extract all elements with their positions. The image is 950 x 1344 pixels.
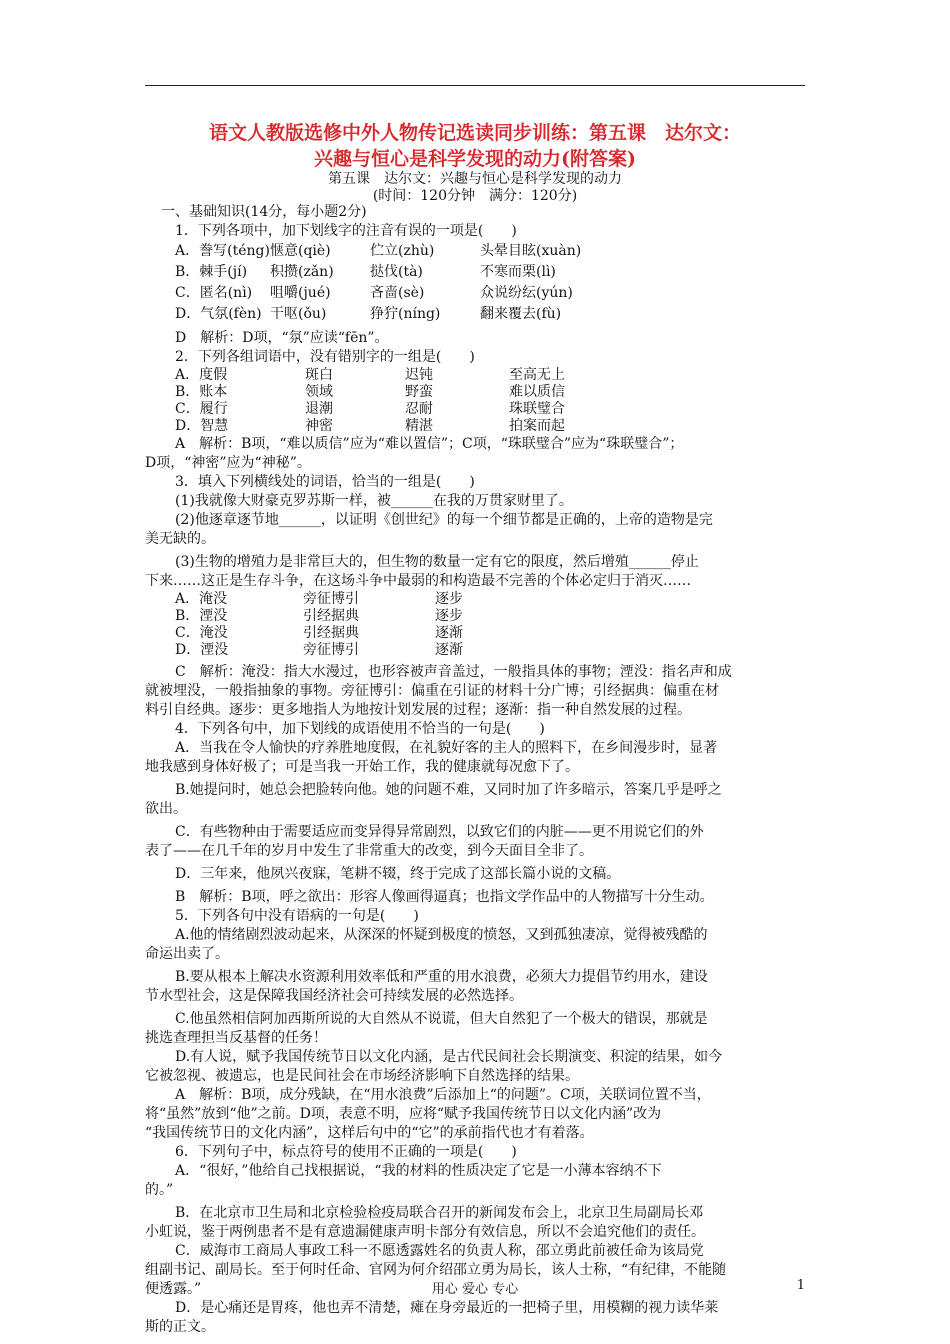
question-2-answer-cont: D项，“神密”应为“神秘”。: [145, 455, 311, 471]
question-4-option-c-cont: 表了——在几千年的岁月中发生了非常重大的改变，到今天面目全非了。: [145, 843, 593, 859]
question-4-stem: 4．下列各句中，加下划线的成语使用不恰当的一句是( ): [175, 721, 545, 737]
question-6-option-c-cont: 便透露。”: [145, 1281, 202, 1297]
option-cell: D．智慧: [175, 418, 229, 434]
option-cell: 引经据典: [303, 608, 359, 624]
option-cell: 不寒而栗(lì): [480, 264, 556, 280]
option-cell: B．湮没: [175, 608, 228, 624]
question-6-option-d: D．是心痛还是胃疼，他也弄不清楚，瘫在身旁最近的一把椅子里，用模糊的视力读华莱: [175, 1300, 719, 1316]
option-cell: 逐步: [435, 608, 463, 624]
question-4-option-b-cont: 欲出。: [145, 801, 187, 817]
question-2-answer: A 解析：B项，“难以质信”应为“难以置信”；C项，“珠联璧合”应为“珠联璧合”；: [175, 436, 684, 452]
question-2-option-d: [145, 418, 807, 435]
question-3-answer-cont: 料引自经典。逐步：更多地指人为地按计划发展的过程；逐渐：指一种自然发展的过程。: [145, 702, 691, 718]
option-cell: 精湛: [405, 418, 433, 434]
option-cell: 挞伐(tà): [370, 264, 423, 280]
option-cell: 退潮: [305, 401, 333, 417]
question-4-option-d: D．三年来，他夙兴夜寐，笔耕不辍，终于完成了这部长篇小说的文稿。: [175, 866, 621, 882]
option-cell: D．湮没: [175, 642, 229, 658]
title-line-2: 兴趣与恒心是科学发现的动力(附答案): [314, 148, 636, 170]
option-cell: C．履行: [175, 401, 228, 417]
option-cell: 引经据典: [303, 625, 359, 641]
question-3-stem: 3．填入下列横线处的词语，恰当的一组是( ): [175, 474, 475, 490]
option-cell: 旁征博引: [303, 642, 359, 658]
question-3-answer: C 解析：淹没：指大水漫过，也形容被声音盖过，一般指具体的事物；湮没：指名声和成: [175, 664, 732, 680]
question-5-option-d: D.有人说，赋予我国传统节日以文化内涵，是古代民间社会长期演变、积淀的结果，如今: [175, 1049, 723, 1065]
page-number: 1: [796, 1278, 805, 1293]
question-1-stem: 1．下列各项中，加下划线字的注音有误的一项是( ): [175, 223, 517, 239]
question-3-option-c: [145, 625, 807, 642]
option-cell: 众说纷纭(yún): [480, 285, 573, 301]
option-cell: 逐步: [435, 591, 463, 607]
question-3-sentence-2: (2)他逐章逐节地______，以证明《创世纪》的每一个细节都是正确的，上帝的造物是完: [175, 512, 713, 528]
question-3-answer-cont: 就被埋没，一般指抽象的事物。旁征博引：偏重在引证的材料十分广博；引经据典：偏重在材: [145, 683, 719, 699]
question-3-sentence-3-cont: 下来……这正是生存斗争，在这场斗争中最弱的和构造最不完善的个体必定归于消灭……: [145, 573, 691, 589]
question-2-option-a: [145, 367, 807, 384]
option-cell: B．棘手(jí): [175, 264, 248, 280]
question-3-option-b: [145, 608, 807, 625]
question-5-option-b: B.要从根本上解决水资源利用效率低和严重的用水浪费，必须大力提倡节约用水，建设: [175, 969, 708, 985]
option-cell: 至高无上: [509, 367, 565, 383]
option-cell: 吝啬(sè): [370, 285, 425, 301]
question-3-sentence-1: (1)我就像大财豪克罗苏斯一样，被______在我的万贯家财里了。: [175, 493, 573, 509]
question-4-answer: B 解析：B项，呼之欲出：形容人像画得逼真；也指文学作品中的人物描写十分生动。: [175, 889, 714, 905]
question-1-option-a: [145, 241, 807, 262]
option-cell: 咀嚼(jué): [270, 285, 331, 301]
exam-meta: (时间：120分钟 满分：120分): [372, 188, 578, 204]
title-line-1: 语文人教版选修中外人物传记选读同步训练：第五课 达尔文：: [208, 122, 741, 144]
question-6-option-a: A．“很好，”他给自己找根据说，“我的材料的性质决定了它是一小薄本容纳不下: [175, 1163, 662, 1179]
question-6-option-c-cont: 组副书记、副局长。至于何时任命、官网为何介绍邵立勇为局长，该人士称，“有纪律，不能随: [145, 1262, 727, 1278]
question-6-stem: 6．下列句子中，标点符号的使用不正确的一项是( ): [175, 1144, 517, 1160]
question-3-option-d: [145, 642, 807, 659]
question-1-answer: D 解析：D项，“氛”应读“fēn”。: [175, 330, 389, 346]
question-5-option-c: C.他虽然相信阿加西斯所说的大自然从不说谎，但大自然犯了一个极大的错误，那就是: [175, 1011, 708, 1027]
question-6-option-a-cont: 的。”: [145, 1182, 174, 1198]
option-cell: 难以质信: [509, 384, 565, 400]
question-2-stem: 2．下列各组词语中，没有错别字的一组是( ): [175, 349, 475, 365]
option-cell: 野蛮: [405, 384, 433, 400]
question-6-option-c: C．威海市工商局人事政工科一不愿透露姓名的负责人称，邵立勇此前被任命为该局党: [175, 1243, 704, 1259]
question-1-option-b: [145, 262, 807, 283]
question-6-option-d-cont: 斯的正文。: [145, 1319, 215, 1335]
option-cell: 逐渐: [435, 642, 463, 658]
option-cell: C．匿名(nì): [175, 285, 253, 301]
option-cell: 翻来覆去(fù): [480, 306, 562, 322]
question-2-option-c: [145, 401, 807, 418]
option-cell: 神密: [305, 418, 333, 434]
question-4-option-a: A．当我在令人愉快的疗养胜地度假，在礼貌好客的主人的照料下，在乡间漫步时，显著: [175, 740, 718, 756]
question-4-option-b: B.她提问时，她总会把脸转向他。她的问题不难，又同时加了许多暗示，答案几乎是呼之: [175, 782, 722, 798]
question-3-option-a: [145, 591, 807, 608]
option-cell: 珠联璧合: [509, 401, 565, 417]
question-2-option-b: [145, 384, 807, 401]
option-cell: A．誊写(téng): [175, 243, 270, 259]
question-5-answer: A 解析：B项，成分残缺，在“用水浪费”后添加上“的问题”。C项，关联词位置不当，: [175, 1087, 711, 1103]
question-1-option-d: [145, 304, 807, 325]
option-cell: D．气氛(fèn): [175, 306, 262, 322]
header-rule: [145, 85, 805, 86]
option-cell: 干呕(ǒu): [270, 306, 327, 322]
section-heading: 一、基础知识(14分，每小题2分): [161, 204, 367, 220]
document-body: [145, 203, 807, 1337]
question-5-answer-cont: 将“虽然”放到“他”之前。D项，表意不明，应将“赋予我国传统节日以文化内涵”改为: [145, 1106, 662, 1122]
option-cell: 斑白: [305, 367, 333, 383]
option-cell: B．账本: [175, 384, 228, 400]
option-cell: 逐渐: [435, 625, 463, 641]
question-4-option-a-cont: 地我感到身体好极了；可是当我一开始工作，我的健康就每况愈下了。: [145, 759, 579, 775]
option-cell: 迟钝: [405, 367, 433, 383]
question-5-stem: 5．下列各句中没有语病的一句是( ): [175, 908, 419, 924]
question-1-option-c: [145, 283, 807, 304]
question-3-sentence-3: (3)生物的增殖力是非常巨大的，但生物的数量一定有它的限度，然后增殖______停止: [175, 554, 699, 570]
option-cell: C．淹没: [175, 625, 228, 641]
question-4-option-c: C．有些物种由于需要适应而变异得异常剧烈，以致它们的内脏——更不用说它们的外: [175, 824, 704, 840]
option-cell: A．淹没: [175, 591, 228, 607]
question-6-option-b-cont: 小虹说，鉴于两例患者不是有意遗漏健康声明卡部分有效信息，所以不会追究他们的责任。: [145, 1224, 705, 1240]
question-3-sentence-2-cont: 美无缺的。: [145, 531, 215, 547]
option-cell: 领域: [305, 384, 333, 400]
option-cell: 惬意(qiè): [270, 243, 331, 259]
question-5-option-c-cont: 挑选查理担当反基督的任务！: [145, 1030, 327, 1046]
option-cell: 忍耐: [405, 401, 433, 417]
option-cell: 狰狞(níng): [370, 306, 441, 322]
option-cell: 伫立(zhù): [370, 243, 435, 259]
option-cell: 拍案而起: [509, 418, 565, 434]
lesson-subtitle: 第五课 达尔文：兴趣与恒心是科学发现的动力: [328, 171, 622, 187]
question-5-option-d-cont: 它被忽视、被遗忘，也是民间社会在市场经济影响下自然选择的结果。: [145, 1068, 579, 1084]
question-6-option-b: B．在北京市卫生局和北京检验检疫局联合召开的新闻发布会上，北京卫生局副局长邓: [175, 1205, 704, 1221]
option-cell: 旁征博引: [303, 591, 359, 607]
document-title: [145, 120, 805, 172]
option-cell: 头晕目眩(xuàn): [480, 243, 582, 259]
question-5-option-a-cont: 命运出卖了。: [145, 946, 229, 962]
question-5-option-a: A.他的情绪剧烈波动起来，从深深的怀疑到极度的愤怒，又到孤独凄凉，觉得被残酷的: [175, 927, 708, 943]
footer-slogan: 用心 爱心 专心: [431, 1282, 519, 1297]
option-cell: 积攒(zǎn): [270, 264, 334, 280]
option-cell: A．度假: [175, 367, 228, 383]
question-5-option-b-cont: 节水型社会，这是保障我国经济社会可持续发展的必然选择。: [145, 988, 523, 1004]
question-5-answer-cont: “我国传统节日的文化内涵”，这样后句中的“它”的承前指代也才有着落。: [145, 1125, 594, 1141]
